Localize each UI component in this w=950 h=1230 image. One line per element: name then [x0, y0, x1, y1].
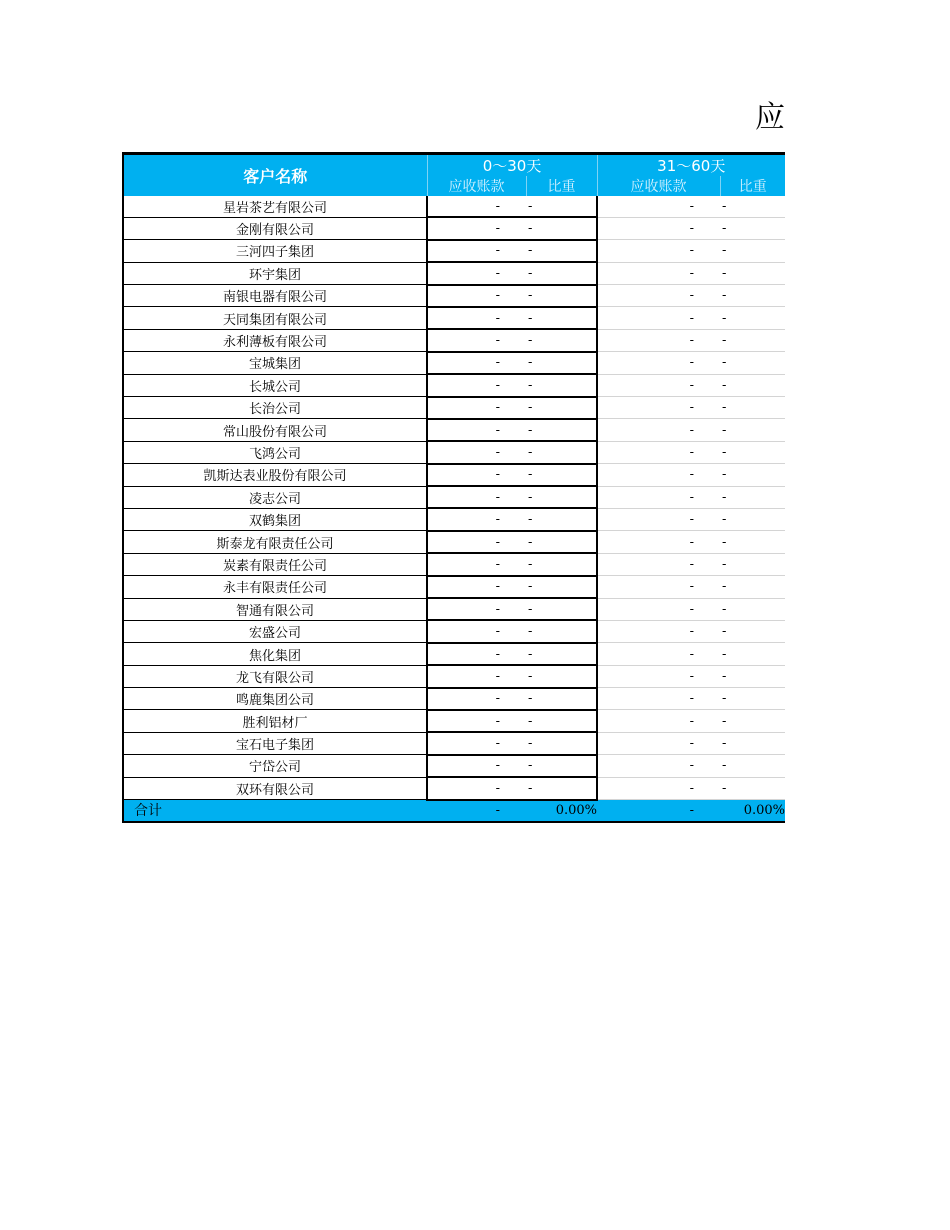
amount-31-60-cell[interactable]: -: [597, 598, 720, 620]
amount-31-60-cell[interactable]: -: [597, 329, 720, 351]
customer-name-cell[interactable]: 三河四子集团: [123, 240, 427, 262]
receivables-table-area: [122, 152, 786, 820]
customer-name-cell[interactable]: 凌志公司: [123, 486, 427, 508]
ratio-0-30-cell[interactable]: -: [526, 374, 597, 396]
customer-name-cell[interactable]: 双鹤集团: [123, 508, 427, 530]
amount-31-60-cell[interactable]: -: [597, 643, 720, 665]
ratio-31-60-cell[interactable]: -: [720, 307, 785, 329]
amount-31-60-cell[interactable]: -: [597, 374, 720, 396]
ratio-0-30-cell[interactable]: -: [526, 217, 597, 239]
table-row: [123, 217, 785, 239]
amount-0-30-cell[interactable]: -: [427, 217, 526, 239]
amount-0-30-cell[interactable]: -: [427, 397, 526, 419]
ratio-31-60-cell[interactable]: -: [720, 217, 785, 239]
amount-0-30-cell[interactable]: -: [427, 240, 526, 262]
ratio-0-30-cell[interactable]: -: [526, 598, 597, 620]
amount-31-60-cell[interactable]: -: [597, 464, 720, 486]
total-ratio-31-60[interactable]: 0.00%: [720, 800, 785, 822]
ratio-0-30-cell[interactable]: -: [526, 240, 597, 262]
amount-31-60-cell[interactable]: -: [597, 307, 720, 329]
customer-name-cell[interactable]: 宁岱公司: [123, 755, 427, 777]
ratio-31-60-cell[interactable]: -: [720, 419, 785, 441]
customer-name-cell[interactable]: 飞鸿公司: [123, 441, 427, 463]
amount-0-30-cell[interactable]: -: [427, 576, 526, 598]
customer-name-cell[interactable]: 智通有限公司: [123, 598, 427, 620]
customer-name-cell[interactable]: 常山股份有限公司: [123, 419, 427, 441]
amount-0-30-cell[interactable]: -: [427, 620, 526, 642]
table-row: [123, 576, 785, 598]
customer-name-cell[interactable]: 胜利铝材厂: [123, 710, 427, 732]
ratio-0-30-cell[interactable]: -: [526, 329, 597, 351]
ratio-0-30-cell[interactable]: -: [526, 531, 597, 553]
amount-0-30-cell[interactable]: -: [427, 598, 526, 620]
table-row: [123, 262, 785, 284]
ratio-0-30-cell[interactable]: -: [526, 777, 597, 799]
ratio-0-30-cell[interactable]: -: [526, 285, 597, 307]
amount-0-30-cell[interactable]: -: [427, 464, 526, 486]
ratio-0-30-cell[interactable]: -: [526, 419, 597, 441]
ratio-31-60-cell[interactable]: -: [720, 576, 785, 598]
ratio-31-60-cell[interactable]: -: [720, 262, 785, 284]
ratio-0-30-cell[interactable]: -: [526, 262, 597, 284]
amount-31-60-cell[interactable]: -: [597, 732, 720, 754]
ratio-31-60-cell[interactable]: -: [720, 620, 785, 642]
total-amount-0-30[interactable]: -: [427, 800, 526, 822]
table-row: [123, 643, 785, 665]
ratio-0-30-cell[interactable]: -: [526, 307, 597, 329]
ratio-31-60-cell[interactable]: -: [720, 710, 785, 732]
ratio-0-30-cell[interactable]: -: [526, 732, 597, 754]
amount-0-30-cell[interactable]: -: [427, 486, 526, 508]
amount-31-60-cell[interactable]: -: [597, 777, 720, 799]
amount-0-30-cell[interactable]: -: [427, 732, 526, 754]
ratio-header-0-30[interactable]: 比重: [526, 176, 597, 196]
amount-31-60-cell[interactable]: -: [597, 217, 720, 239]
ratio-31-60-cell[interactable]: -: [720, 486, 785, 508]
page-title: 应: [755, 100, 785, 135]
table-row: [123, 285, 785, 307]
amount-31-60-cell[interactable]: -: [597, 576, 720, 598]
table-row: [123, 464, 785, 486]
amount-31-60-cell[interactable]: -: [597, 419, 720, 441]
amount-31-60-cell[interactable]: -: [597, 240, 720, 262]
receivables-table: [122, 152, 785, 823]
amount-31-60-cell[interactable]: -: [597, 531, 720, 553]
amount-31-60-cell[interactable]: -: [597, 262, 720, 284]
ratio-31-60-cell[interactable]: -: [720, 553, 785, 575]
customer-name-cell[interactable]: 环宇集团: [123, 262, 427, 284]
customer-name-cell[interactable]: 永丰有限责任公司: [123, 576, 427, 598]
customer-name-cell[interactable]: 双环有限公司: [123, 777, 427, 799]
amount-0-30-cell[interactable]: -: [427, 196, 526, 217]
amount-31-60-cell[interactable]: -: [597, 508, 720, 530]
ratio-31-60-cell[interactable]: -: [720, 374, 785, 396]
table-row: [123, 553, 785, 575]
ratio-31-60-cell[interactable]: -: [720, 598, 785, 620]
ratio-0-30-cell[interactable]: -: [526, 196, 597, 217]
amount-0-30-cell[interactable]: -: [427, 374, 526, 396]
amount-0-30-cell[interactable]: -: [427, 688, 526, 710]
amount-31-60-cell[interactable]: -: [597, 553, 720, 575]
amount-0-30-cell[interactable]: -: [427, 665, 526, 687]
amount-31-60-cell[interactable]: -: [597, 441, 720, 463]
amount-0-30-cell[interactable]: -: [427, 531, 526, 553]
customer-name-cell[interactable]: 天同集团有限公司: [123, 307, 427, 329]
ratio-31-60-cell[interactable]: -: [720, 196, 785, 217]
amount-31-60-cell[interactable]: -: [597, 486, 720, 508]
amount-31-60-cell[interactable]: -: [597, 620, 720, 642]
amount-31-60-cell[interactable]: -: [597, 397, 720, 419]
table-row: [123, 531, 785, 553]
amount-31-60-cell[interactable]: -: [597, 196, 720, 217]
ratio-0-30-cell[interactable]: -: [526, 620, 597, 642]
total-label[interactable]: 合计: [123, 800, 427, 822]
ratio-31-60-cell[interactable]: -: [720, 464, 785, 486]
amount-31-60-cell[interactable]: -: [597, 755, 720, 777]
total-amount-31-60[interactable]: -: [597, 800, 720, 822]
table-row: [123, 665, 785, 687]
period-0-30-header[interactable]: 0～30天: [427, 154, 597, 177]
ratio-31-60-cell[interactable]: -: [720, 397, 785, 419]
amount-0-30-cell[interactable]: -: [427, 508, 526, 530]
amount-0-30-cell[interactable]: -: [427, 352, 526, 374]
ratio-31-60-cell[interactable]: -: [720, 665, 785, 687]
table-row: [123, 240, 785, 262]
ratio-31-60-cell[interactable]: -: [720, 441, 785, 463]
customer-name-cell[interactable]: 宏盛公司: [123, 620, 427, 642]
table-row: [123, 352, 785, 374]
total-row: [123, 800, 785, 822]
header-row-groups: [123, 154, 785, 177]
ratio-31-60-cell[interactable]: -: [720, 240, 785, 262]
amount-header-31-60[interactable]: 应收账款: [597, 176, 720, 196]
amount-31-60-cell[interactable]: -: [597, 710, 720, 732]
amount-0-30-cell[interactable]: -: [427, 553, 526, 575]
table-row: [123, 441, 785, 463]
period-31-60-header[interactable]: 31～60天: [597, 154, 785, 177]
ratio-0-30-cell[interactable]: -: [526, 755, 597, 777]
amount-0-30-cell[interactable]: -: [427, 307, 526, 329]
table-row: [123, 196, 785, 217]
customer-name-cell[interactable]: 龙飞有限公司: [123, 665, 427, 687]
customer-name-cell[interactable]: 永利薄板有限公司: [123, 329, 427, 351]
amount-31-60-cell[interactable]: -: [597, 285, 720, 307]
ratio-31-60-cell[interactable]: -: [720, 329, 785, 351]
amount-0-30-cell[interactable]: -: [427, 710, 526, 732]
amount-0-30-cell[interactable]: -: [427, 777, 526, 799]
ratio-31-60-cell[interactable]: -: [720, 732, 785, 754]
table-body: [123, 196, 785, 800]
ratio-31-60-cell[interactable]: -: [720, 508, 785, 530]
ratio-0-30-cell[interactable]: -: [526, 553, 597, 575]
amount-0-30-cell[interactable]: -: [427, 329, 526, 351]
customer-name-cell[interactable]: 鸣鹿集团公司: [123, 688, 427, 710]
table-row: [123, 732, 785, 754]
ratio-31-60-cell[interactable]: -: [720, 777, 785, 799]
ratio-31-60-cell[interactable]: -: [720, 643, 785, 665]
ratio-31-60-cell[interactable]: -: [720, 531, 785, 553]
total-ratio-0-30[interactable]: 0.00%: [526, 800, 597, 822]
customer-name-cell[interactable]: 南银电器有限公司: [123, 285, 427, 307]
ratio-0-30-cell[interactable]: -: [526, 688, 597, 710]
table-row: [123, 397, 785, 419]
ratio-31-60-cell[interactable]: -: [720, 755, 785, 777]
table-row: [123, 486, 785, 508]
ratio-0-30-cell[interactable]: -: [526, 576, 597, 598]
ratio-0-30-cell[interactable]: -: [526, 665, 597, 687]
amount-0-30-cell[interactable]: -: [427, 755, 526, 777]
amount-0-30-cell[interactable]: -: [427, 643, 526, 665]
table-row: [123, 598, 785, 620]
ratio-0-30-cell[interactable]: -: [526, 486, 597, 508]
amount-0-30-cell[interactable]: -: [427, 285, 526, 307]
amount-0-30-cell[interactable]: -: [427, 419, 526, 441]
table-row: [123, 777, 785, 799]
table-row: [123, 688, 785, 710]
ratio-header-31-60[interactable]: 比重: [720, 176, 785, 196]
amount-header-0-30[interactable]: 应收账款: [427, 176, 526, 196]
ratio-0-30-cell[interactable]: -: [526, 352, 597, 374]
customer-name-cell[interactable]: 斯泰龙有限责任公司: [123, 531, 427, 553]
ratio-0-30-cell[interactable]: -: [526, 643, 597, 665]
amount-31-60-cell[interactable]: -: [597, 352, 720, 374]
amount-31-60-cell[interactable]: -: [597, 688, 720, 710]
ratio-0-30-cell[interactable]: -: [526, 441, 597, 463]
customer-name-cell[interactable]: 宝石电子集团: [123, 732, 427, 754]
customer-name-cell[interactable]: 焦化集团: [123, 643, 427, 665]
customer-name-cell[interactable]: 宝城集团: [123, 352, 427, 374]
customer-name-cell[interactable]: 金刚有限公司: [123, 217, 427, 239]
table-row: [123, 419, 785, 441]
table-row: [123, 710, 785, 732]
customer-name-cell[interactable]: 星岩茶艺有限公司: [123, 196, 427, 217]
customer-name-header[interactable]: 客户名称: [123, 154, 427, 197]
ratio-31-60-cell[interactable]: -: [720, 688, 785, 710]
table-row: [123, 755, 785, 777]
ratio-31-60-cell[interactable]: -: [720, 352, 785, 374]
table-row: [123, 374, 785, 396]
ratio-31-60-cell[interactable]: -: [720, 285, 785, 307]
ratio-0-30-cell[interactable]: -: [526, 710, 597, 732]
amount-0-30-cell[interactable]: -: [427, 262, 526, 284]
table-row: [123, 329, 785, 351]
table-row: [123, 508, 785, 530]
ratio-0-30-cell[interactable]: -: [526, 397, 597, 419]
amount-0-30-cell[interactable]: -: [427, 441, 526, 463]
customer-name-cell[interactable]: 炭素有限责任公司: [123, 553, 427, 575]
table-row: [123, 620, 785, 642]
table-row: [123, 307, 785, 329]
ratio-0-30-cell[interactable]: -: [526, 464, 597, 486]
customer-name-cell[interactable]: 长城公司: [123, 374, 427, 396]
ratio-0-30-cell[interactable]: -: [526, 508, 597, 530]
customer-name-cell[interactable]: 长治公司: [123, 397, 427, 419]
amount-31-60-cell[interactable]: -: [597, 665, 720, 687]
customer-name-cell[interactable]: 凯斯达表业股份有限公司: [123, 464, 427, 486]
